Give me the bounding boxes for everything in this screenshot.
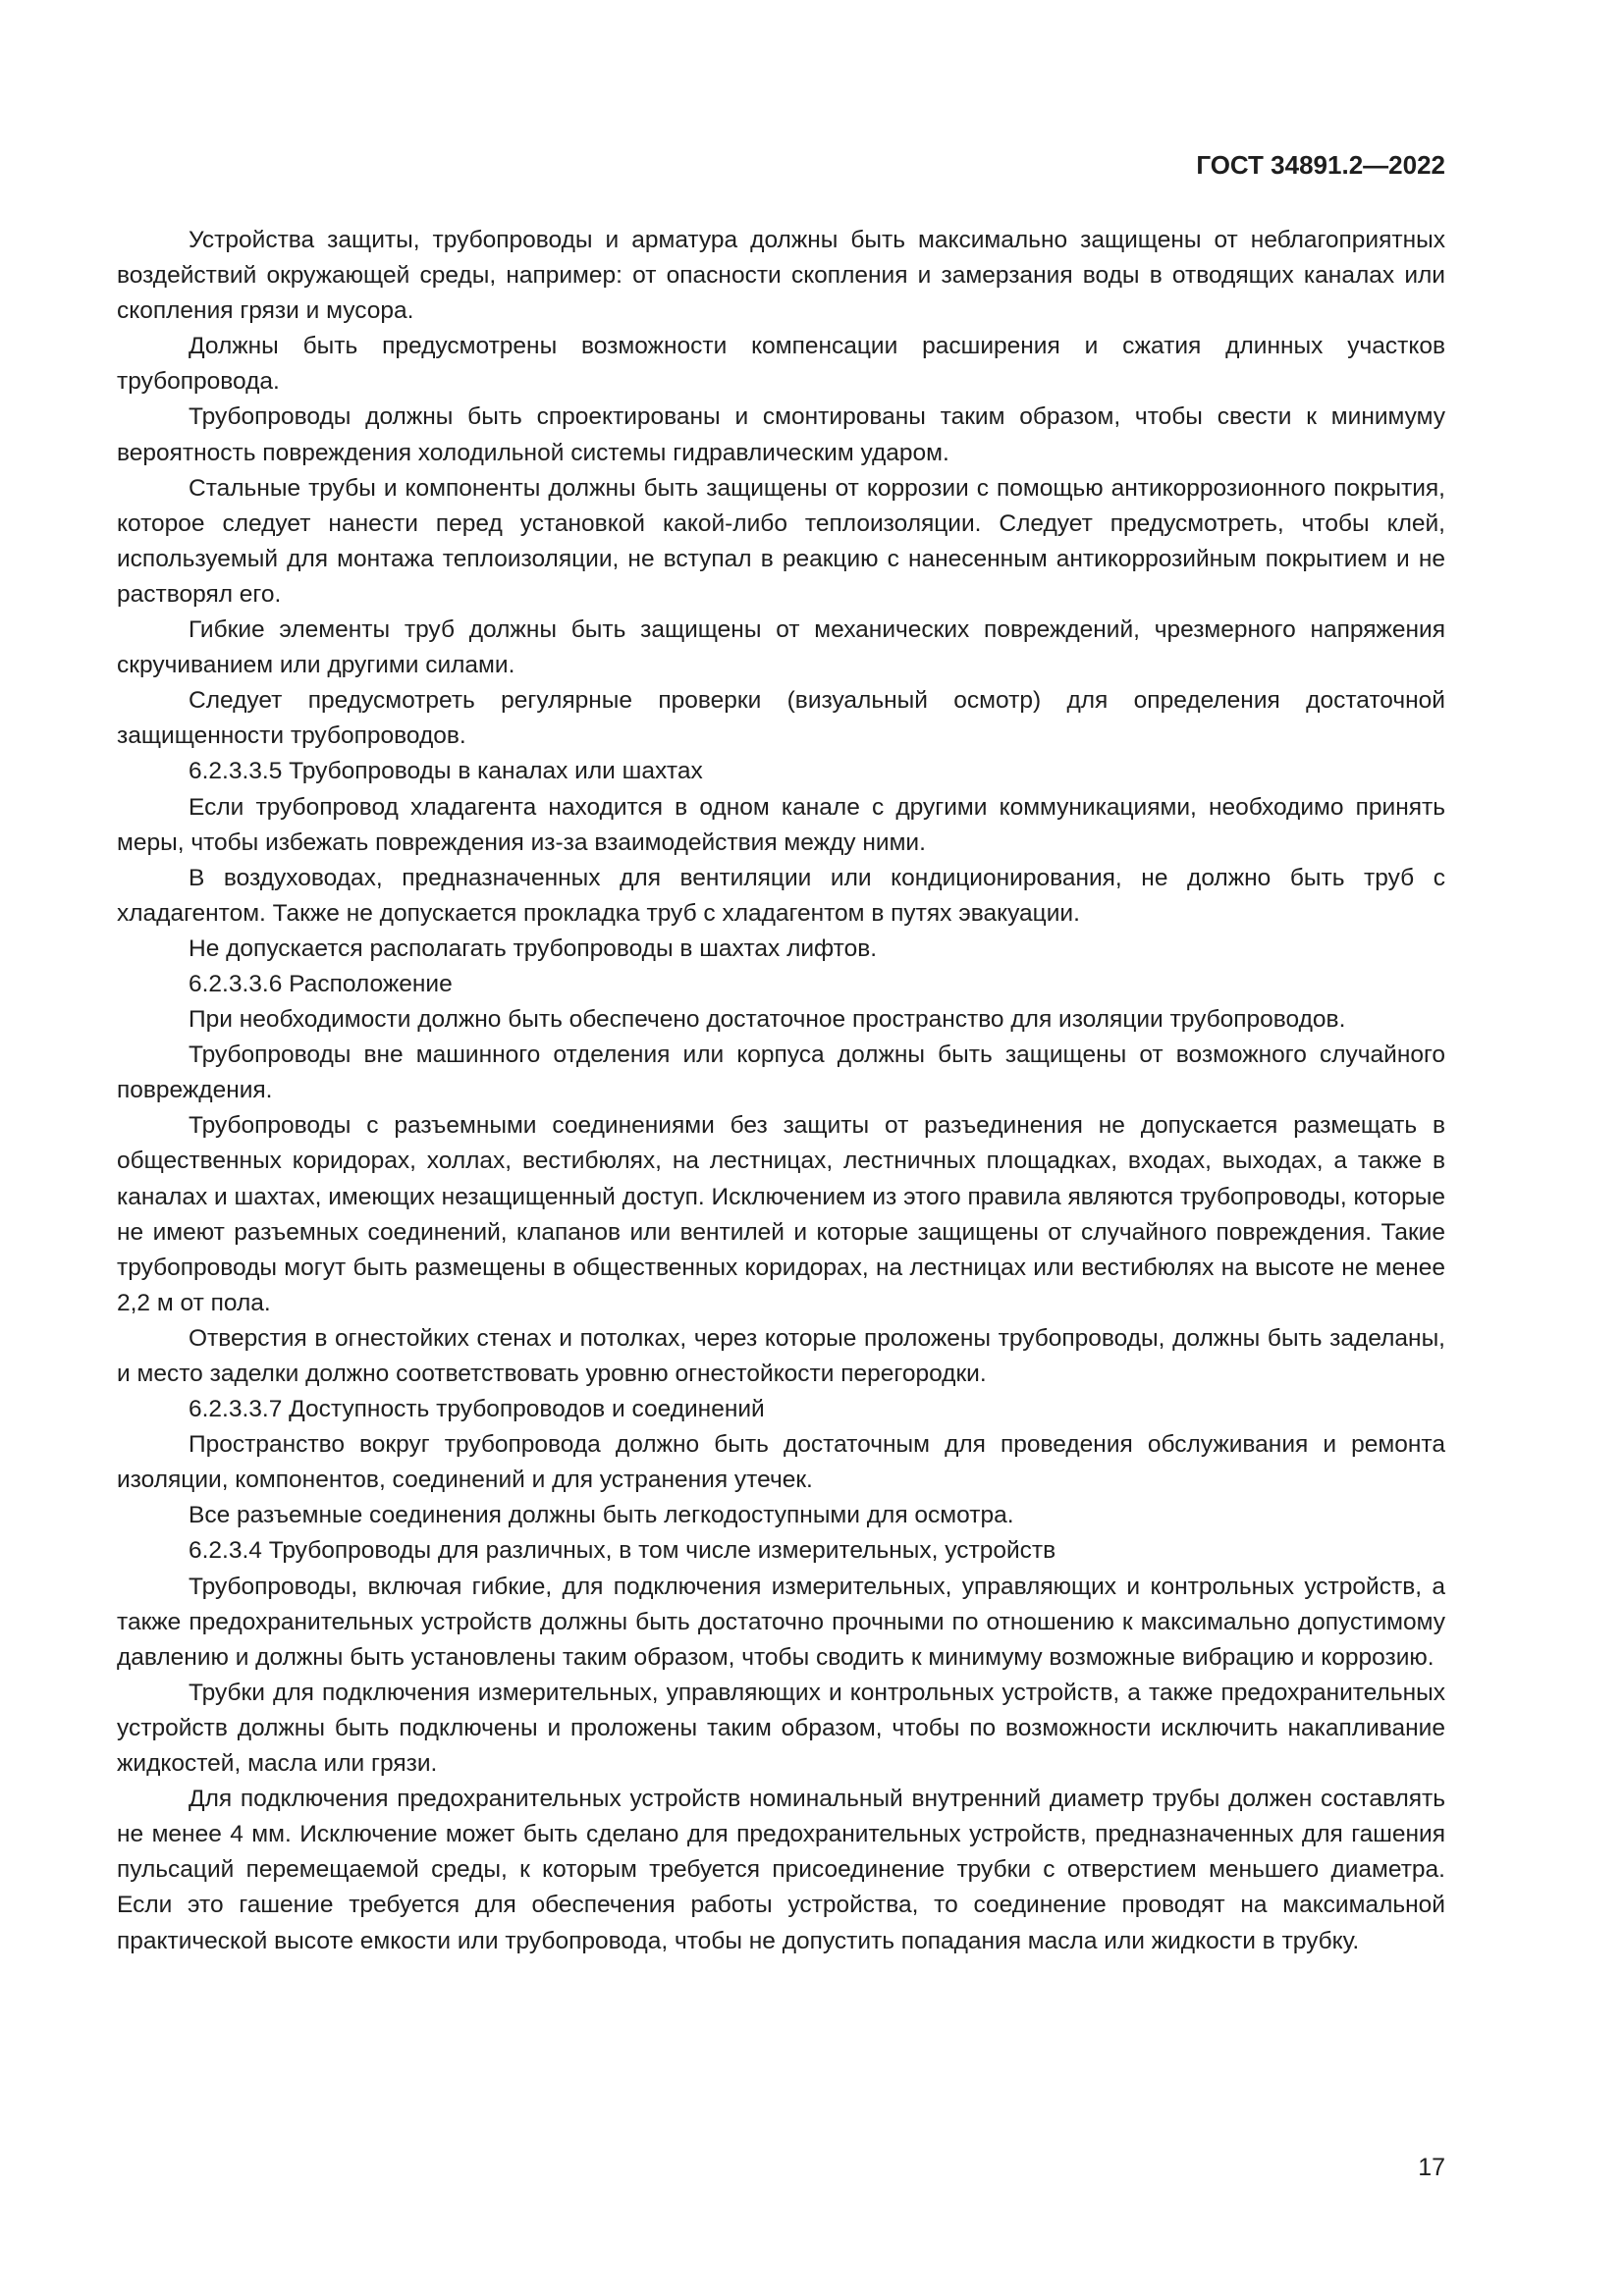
paragraph: Трубопроводы должны быть спроектированы и смонтированы таким образом, чтобы свести к минимуму вероятность повреждения холодильной системы гидравлическим ударом. bbox=[117, 403, 1445, 466]
standard-number: ГОСТ 34891.2—2022 bbox=[1196, 150, 1445, 180]
paragraph: Для подключения предохранительных устройств номинальный внутренний диаметр трубы должен составлять не менее 4 мм. Исключение может быть сделано для предохранительных устройств, предназначенных для гашения пульсаций перемещаемой среды, к которым требуется присоединение трубки с отверстием меньшего диаметра. Если это гашение требуется для обеспечения работы устройства, то соединение проводят на максимальной практической высоте емкости или трубопровода, чтобы не допустить попадания масла или жидкости в трубку. bbox=[117, 1786, 1445, 1954]
main-text bbox=[117, 223, 1445, 1959]
paragraph: Устройства защиты, трубопроводы и арматура должны быть максимально защищены от неблагоприятных воздействий окружающей среды, например: от опасности скопления и замерзания воды в отводящих каналах или скопления грязи и мусора. bbox=[117, 227, 1445, 325]
paragraph: Гибкие элементы труб должны быть защищены от механических повреждений, чрезмерного напряжения скручиванием или другими силами. bbox=[117, 616, 1445, 679]
paragraph: Трубопроводы вне машинного отделения или корпуса должны быть защищены от возможного случайного повреждения. bbox=[117, 1041, 1445, 1104]
paragraph: Следует предусмотреть регулярные проверки (визуальный осмотр) для определения достаточной защищенности трубопроводов. bbox=[117, 687, 1445, 750]
paragraph: Если трубопровод хладагента находится в одном канале с другими коммуникациями, необходимо принять меры, чтобы избежать повреждения из-за взаимодействия между ними. bbox=[117, 793, 1445, 856]
paragraph: Пространство вокруг трубопровода должно быть достаточным для проведения обслуживания и ремонта изоляции, компонентов, соединений и для устранения утечек. bbox=[117, 1431, 1445, 1494]
paragraph: Трубопроводы, включая гибкие, для подключения измерительных, управляющих и контрольных устройств, а также предохранительных устройств должны быть достаточно прочными по отношению к максимально допустимому давлению и должны быть установлены таким образом, чтобы сводить к минимуму возможные вибрацию и коррозию. bbox=[117, 1573, 1445, 1671]
paragraph: Стальные трубы и компоненты должны быть защищены от коррозии с помощью антикоррозионного покрытия, которое следует нанести перед установкой какой-либо теплоизоляции. Следует предусмотреть, чтобы клей, используемый для монтажа теплоизоляции, не вступал в реакцию с нанесенным антикоррозийным покрытием и не растворял его. bbox=[117, 474, 1445, 608]
paragraph: При необходимости должно быть обеспечено достаточное пространство для изоляции трубопроводов. bbox=[189, 1006, 1346, 1034]
paragraph: В воздуховодах, предназначенных для вентиляции или кондиционирования, не должно быть труб с хладагентом. Также не допускается прокладка труб с хладагентом в путях эвакуации. bbox=[117, 864, 1445, 927]
page-number: 17 bbox=[1418, 2154, 1445, 2181]
section-heading: 6.2.3.3.5 Трубопроводы в каналах или шахтах bbox=[189, 758, 703, 785]
section-heading: 6.2.3.3.7 Доступность трубопроводов и соединений bbox=[189, 1396, 765, 1423]
paragraph: Должны быть предусмотрены возможности компенсации расширения и сжатия длинных участков трубопровода. bbox=[117, 333, 1445, 396]
section-heading: 6.2.3.4 Трубопроводы для различных, в том числе измерительных, устройств bbox=[189, 1537, 1056, 1565]
paragraph: Отверстия в огнестойких стенах и потолках, через которые проложены трубопроводы, должны быть заделаны, и место заделки должно соответствовать уровню огнестойкости перегородки. bbox=[117, 1324, 1445, 1387]
paragraph: Не допускается располагать трубопроводы в шахтах лифтов. bbox=[189, 934, 878, 962]
paragraph: Трубки для подключения измерительных, управляющих и контрольных устройств, а также предохранительных устройств должны быть подключены и проложены таким образом, чтобы по возможности исключить накапливание жидкостей, масла или грязи. bbox=[117, 1679, 1445, 1778]
document-header bbox=[1129, 147, 1445, 183]
section-heading: 6.2.3.3.6 Расположение bbox=[189, 970, 453, 997]
paragraph: Трубопроводы с разъемными соединениями без защиты от разъединения не допускается размещать в общественных коридорах, холлах, вестибюлях, на лестницах, лестничных площадках, входах, выходах, а также в каналах и шахтах, имеющих незащищенный доступ. Исключением из этого правила являются трубопроводы, которые не имеют разъемных соединений, клапанов или вентилей и которые защищены от случайного повреждения. Такие трубопроводы могут быть размещены в общественных коридорах, на лестницах или вестибюлях на высоте не менее 2,2 м от пола. bbox=[117, 1112, 1445, 1316]
paragraph: Все разъемные соединения должны быть легкодоступными для осмотра. bbox=[189, 1502, 1014, 1529]
